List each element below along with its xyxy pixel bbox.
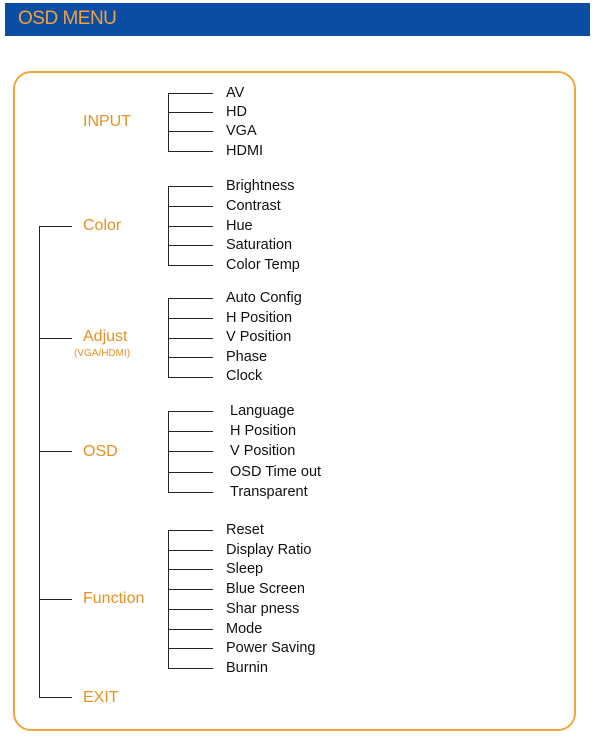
function-tick bbox=[168, 648, 213, 649]
category-adjust[interactable]: Adjust bbox=[83, 328, 128, 345]
adjust-branch-line bbox=[39, 338, 72, 339]
color-item-color-temp[interactable]: Color Temp bbox=[226, 257, 300, 273]
input-tick bbox=[168, 93, 213, 94]
adjust-tick bbox=[168, 377, 213, 378]
input-tick bbox=[168, 131, 213, 132]
color-tick bbox=[168, 245, 213, 246]
osd-tick bbox=[168, 451, 213, 452]
osd-tick bbox=[168, 472, 213, 473]
function-tick bbox=[168, 609, 213, 610]
input-tick bbox=[168, 112, 213, 113]
osd-tick bbox=[168, 492, 213, 493]
category-color[interactable]: Color bbox=[83, 217, 122, 234]
input-bracket-line bbox=[168, 93, 169, 151]
category-input[interactable]: INPUT bbox=[83, 113, 131, 130]
function-tick bbox=[168, 589, 213, 590]
adjust-tick bbox=[168, 298, 213, 299]
function-item-power-saving[interactable]: Power Saving bbox=[226, 640, 316, 656]
function-branch-line bbox=[39, 599, 72, 600]
function-item-reset[interactable]: Reset bbox=[226, 522, 264, 538]
function-tick bbox=[168, 629, 213, 630]
adjust-tick bbox=[168, 318, 213, 319]
input-tick bbox=[168, 151, 213, 152]
color-item-hue[interactable]: Hue bbox=[226, 218, 253, 234]
function-item-sleep[interactable]: Sleep bbox=[226, 561, 264, 577]
osd-item-transparent[interactable]: Transparent bbox=[230, 484, 308, 500]
function-tick bbox=[168, 550, 213, 551]
osd-tick bbox=[168, 411, 213, 412]
function-item-blue-screen[interactable]: Blue Screen bbox=[226, 581, 305, 597]
menu-frame bbox=[13, 71, 576, 731]
adjust-tick bbox=[168, 357, 213, 358]
function-tick bbox=[168, 569, 213, 570]
osd-tick bbox=[168, 431, 213, 432]
osd-item-osd-time-out[interactable]: OSD Time out bbox=[230, 464, 322, 480]
function-item-display-ratio[interactable]: Display Ratio bbox=[226, 542, 312, 558]
color-item-brightness[interactable]: Brightness bbox=[226, 178, 295, 194]
osd-item-v-position[interactable]: V Position bbox=[230, 443, 296, 459]
osd-item-h-position[interactable]: H Position bbox=[230, 423, 297, 439]
function-tick bbox=[168, 530, 213, 531]
adjust-item-auto-config[interactable]: Auto Config bbox=[226, 290, 302, 306]
input-item-av[interactable]: AV bbox=[226, 85, 245, 101]
main-trunk-line bbox=[39, 226, 40, 698]
color-tick bbox=[168, 206, 213, 207]
exit-branch-line bbox=[39, 697, 72, 698]
adjust-tick bbox=[168, 338, 213, 339]
adjust-item-h-position[interactable]: H Position bbox=[226, 310, 293, 326]
color-tick bbox=[168, 265, 213, 266]
header-bar bbox=[5, 3, 590, 36]
osd-item-language[interactable]: Language bbox=[230, 403, 295, 419]
adjust-item-clock[interactable]: Clock bbox=[226, 368, 263, 384]
category-osd[interactable]: OSD bbox=[83, 443, 118, 460]
adjust-item-phase[interactable]: Phase bbox=[226, 349, 268, 365]
color-item-saturation[interactable]: Saturation bbox=[226, 237, 293, 253]
color-branch-line bbox=[39, 226, 72, 227]
category-function[interactable]: Function bbox=[83, 590, 145, 607]
color-item-contrast[interactable]: Contrast bbox=[226, 198, 281, 214]
color-tick bbox=[168, 226, 213, 227]
function-item-sharpness[interactable]: Shar pness bbox=[226, 601, 300, 617]
page-title: OSD MENU bbox=[18, 8, 117, 29]
category-adjust-sublabel: (VGA/HDMI) bbox=[74, 348, 131, 359]
function-item-mode[interactable]: Mode bbox=[226, 621, 263, 637]
function-item-burnin[interactable]: Burnin bbox=[226, 660, 268, 676]
input-item-vga[interactable]: VGA bbox=[226, 123, 257, 139]
function-tick bbox=[168, 668, 213, 669]
osd-branch-line bbox=[39, 451, 72, 452]
category-exit[interactable]: EXIT bbox=[83, 689, 119, 706]
input-item-hd[interactable]: HD bbox=[226, 104, 247, 120]
input-item-hdmi[interactable]: HDMI bbox=[226, 143, 264, 159]
color-tick bbox=[168, 186, 213, 187]
adjust-item-v-position[interactable]: V Position bbox=[226, 329, 292, 345]
